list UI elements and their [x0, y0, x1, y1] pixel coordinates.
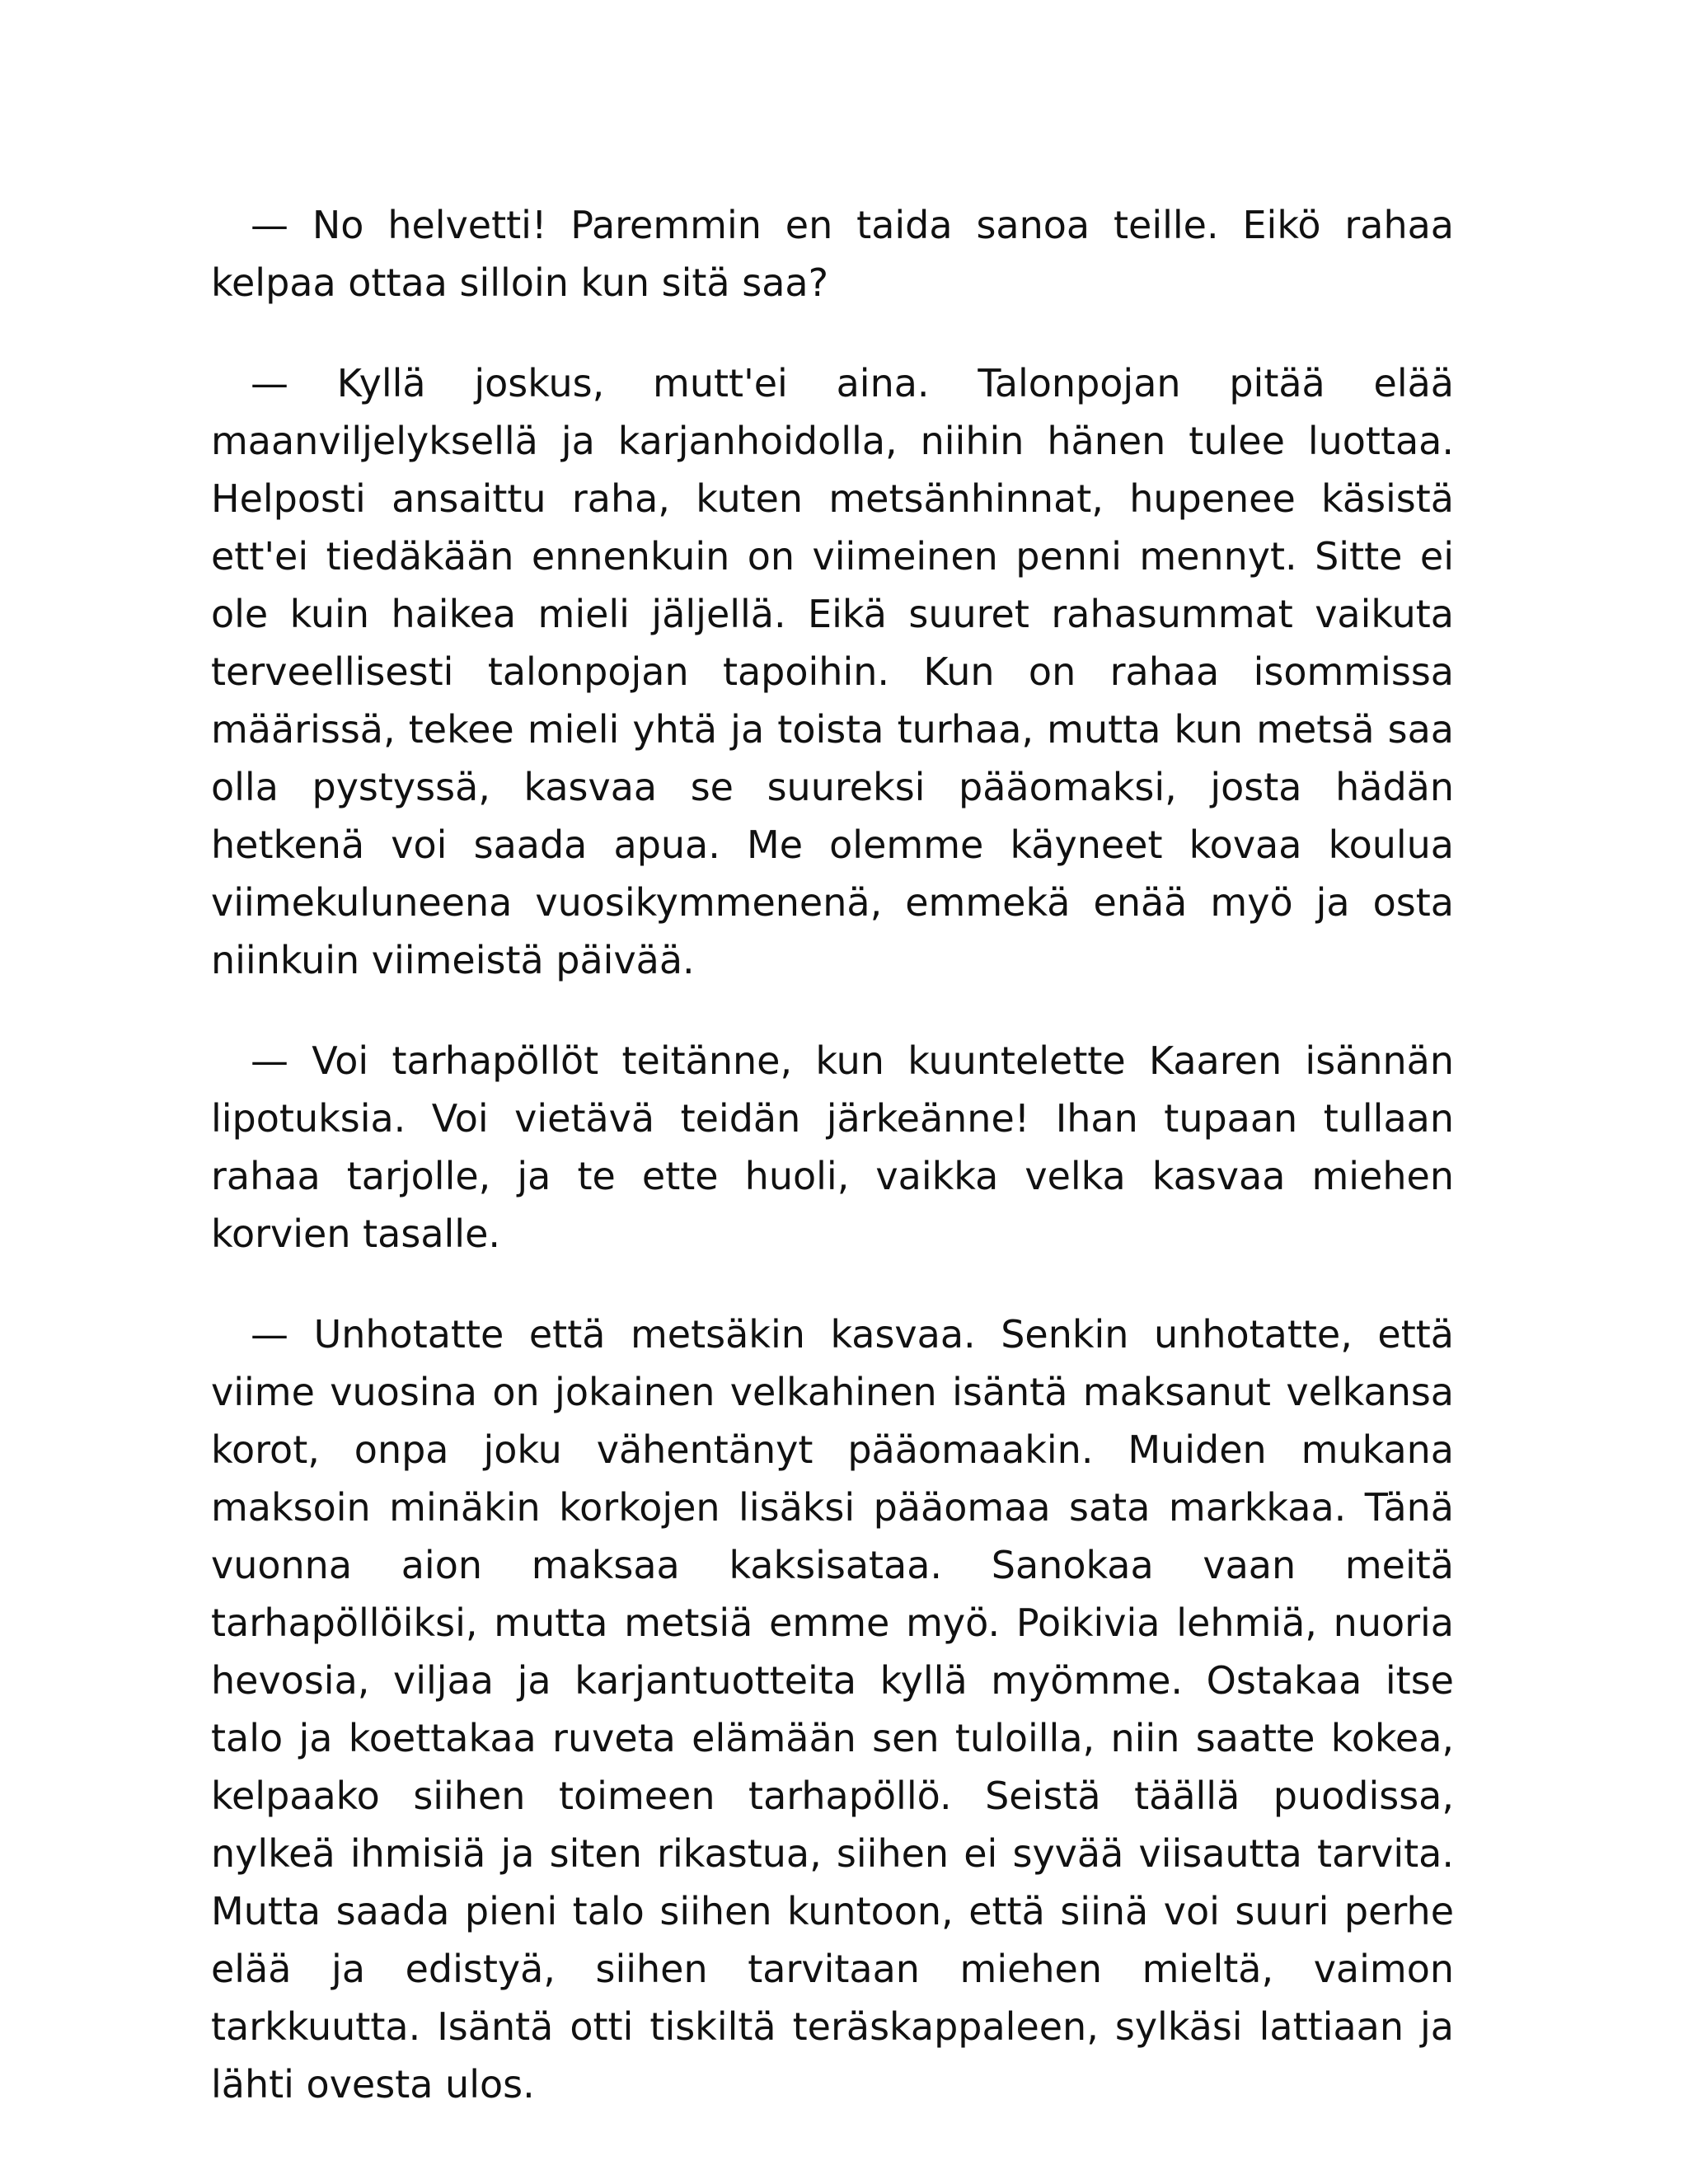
- paragraph: — No helvetti! Paremmin en taida sanoa teille. Eikö rahaa kelpaa ottaa silloin kun sitä saa?: [211, 203, 1454, 305]
- document-page: [211, 196, 1454, 2113]
- paragraph: — Voi tarhapöllöt teitänne, kun kuuntelette Kaaren isännän lipotuksia. Voi vietävä teidän järkeänne! Ihan tupaan tullaan rahaa tarjolle, ja te ette huoli, vaikka velka kasvaa miehen korvien tasalle.: [211, 1038, 1454, 1256]
- paragraph: — Unhotatte että metsäkin kasvaa. Senkin unhotatte, että viime vuosina on jokainen velkahinen isäntä maksanut velkansa korot, onpa joku vähentänyt pääomaakin. Muiden mukana maksoin minäkin korkojen lisäksi pääomaa sata markkaa. Tänä vuonna aion maksaa kaksisataa. Sanokaa vaan meitä tarhapöllöiksi, mutta metsiä emme myö. Poikivia lehmiä, nuoria hevosia, viljaa ja karjantuotteita kyllä myömme. Ostakaa itse talo ja koettakaa ruveta elämään sen tuloilla, niin saatte kokea, kelpaako siihen toimeen tarhapöllö. Seistä täällä puodissa, nylkeä ihmisiä ja siten rikastua, siihen ei syvää viisautta tarvita. Mutta saada pieni talo siihen kuntoon, että siinä voi suuri perhe elää ja edistyä, siihen tarvitaan miehen mieltä, vaimon tarkkuutta. Isäntä otti tiskiltä teräskappaleen, sylkäsi lattiaan ja lähti ovesta ulos.: [211, 1312, 1454, 2107]
- paragraph: — Kyllä joskus, mutt'ei aina. Talonpojan pitää elää maanviljelyksellä ja karjanhoidolla, niihin hänen tulee luottaa. Helposti ansaittu raha, kuten metsänhinnat, hupenee käsistä ett'ei tiedäkään ennenkuin on viimeinen penni mennyt. Sitte ei ole kuin haikea mieli jäljellä. Eikä suuret rahasummat vaikuta terveellisesti talonpojan tapoihin. Kun on rahaa isommissa määrissä, tekee mieli yhtä ja toista turhaa, mutta kun metsä saa olla pystyssä, kasvaa se suureksi pääomaksi, josta hädän hetkenä voi saada apua. Me olemme käyneet kovaa koulua viimekuluneena vuosikymmenenä, emmekä enää myö ja osta niinkuin viimeistä päivää.: [211, 361, 1454, 982]
